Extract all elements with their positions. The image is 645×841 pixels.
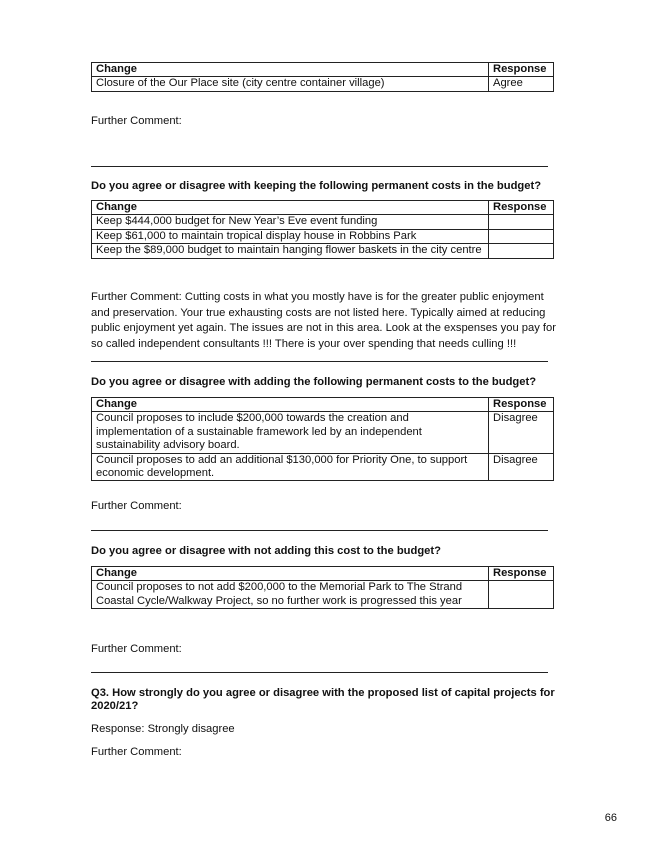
response-cell: Disagree <box>489 453 554 481</box>
change-cell: Council proposes to add an additional $130,000 for Priority One, to support economic development. <box>92 453 489 481</box>
further-comment-4: Further Comment: <box>91 643 182 655</box>
table-row <box>92 77 554 91</box>
question-keep-costs: Do you agree or disagree with keeping the following permanent costs in the budget? <box>91 180 542 192</box>
table-row <box>92 453 554 481</box>
column-header-response: Response <box>489 567 554 581</box>
response-cell <box>489 581 554 609</box>
question-capital-projects: Q3. How strongly do you agree or disagree with the proposed list of capital projects for 2020/21? <box>91 687 555 713</box>
change-cell: Council proposes to not add $200,000 to the Memorial Park to The Strand Coastal Cycle/Walkway Project, so no further work is progressed this year <box>92 581 489 609</box>
divider <box>91 530 548 531</box>
response-cell: Disagree <box>489 412 554 453</box>
table-header-row <box>92 63 554 77</box>
table-header-row <box>92 201 554 215</box>
further-comment-1: Further Comment: <box>91 115 182 127</box>
divider <box>91 166 548 167</box>
column-header-response: Response <box>489 398 554 412</box>
table-row <box>92 215 554 229</box>
table-row <box>92 581 554 609</box>
further-comment-3: Further Comment: <box>91 500 182 512</box>
column-header-change: Change <box>92 201 489 215</box>
question-not-adding: Do you agree or disagree with not adding this cost to the budget? <box>91 545 441 557</box>
table-our-place <box>91 62 554 92</box>
column-header-change: Change <box>92 63 489 77</box>
table-row <box>92 412 554 453</box>
question-add-costs: Do you agree or disagree with adding the following permanent costs to the budget? <box>91 376 537 388</box>
table-add-costs <box>91 397 554 481</box>
response-text: Response: Strongly disagree <box>91 723 235 735</box>
change-cell: Closure of the Our Place site (city centre container village) <box>92 77 489 91</box>
response-cell <box>489 244 554 258</box>
change-cell: Council proposes to include $200,000 towards the creation and implementation of a sustainable framework led by an independent sustainability advisory board. <box>92 412 489 453</box>
page-number: 66 <box>604 812 617 824</box>
column-header-change: Change <box>92 398 489 412</box>
table-header-row <box>92 398 554 412</box>
table-not-adding <box>91 566 554 609</box>
change-cell: Keep $444,000 budget for New Year’s Eve event funding <box>92 215 489 229</box>
table-row <box>92 229 554 243</box>
response-cell: Agree <box>489 77 554 91</box>
change-cell: Keep the $89,000 budget to maintain hanging flower baskets in the city centre <box>92 244 489 258</box>
table-header-row <box>92 567 554 581</box>
divider <box>91 361 548 362</box>
change-cell: Keep $61,000 to maintain tropical display house in Robbins Park <box>92 229 489 243</box>
column-header-response: Response <box>489 201 554 215</box>
column-header-response: Response <box>489 63 554 77</box>
response-cell <box>489 215 554 229</box>
further-comment-2: Further Comment: Cutting costs in what you mostly have is for the greater public enjoyment and preservation. Your true exhausting costs are not listed here. Typically aimed at reducing public enjoyment yet again. The issues are not in this area. Look at the exspenses you pay for so called independent consultants !!! There is your over spending that needs culling !!! <box>91 291 556 350</box>
further-comment-5: Further Comment: <box>91 746 182 758</box>
column-header-change: Change <box>92 567 489 581</box>
table-keep-costs <box>91 200 554 259</box>
response-cell <box>489 229 554 243</box>
divider <box>91 672 548 673</box>
table-row <box>92 244 554 258</box>
